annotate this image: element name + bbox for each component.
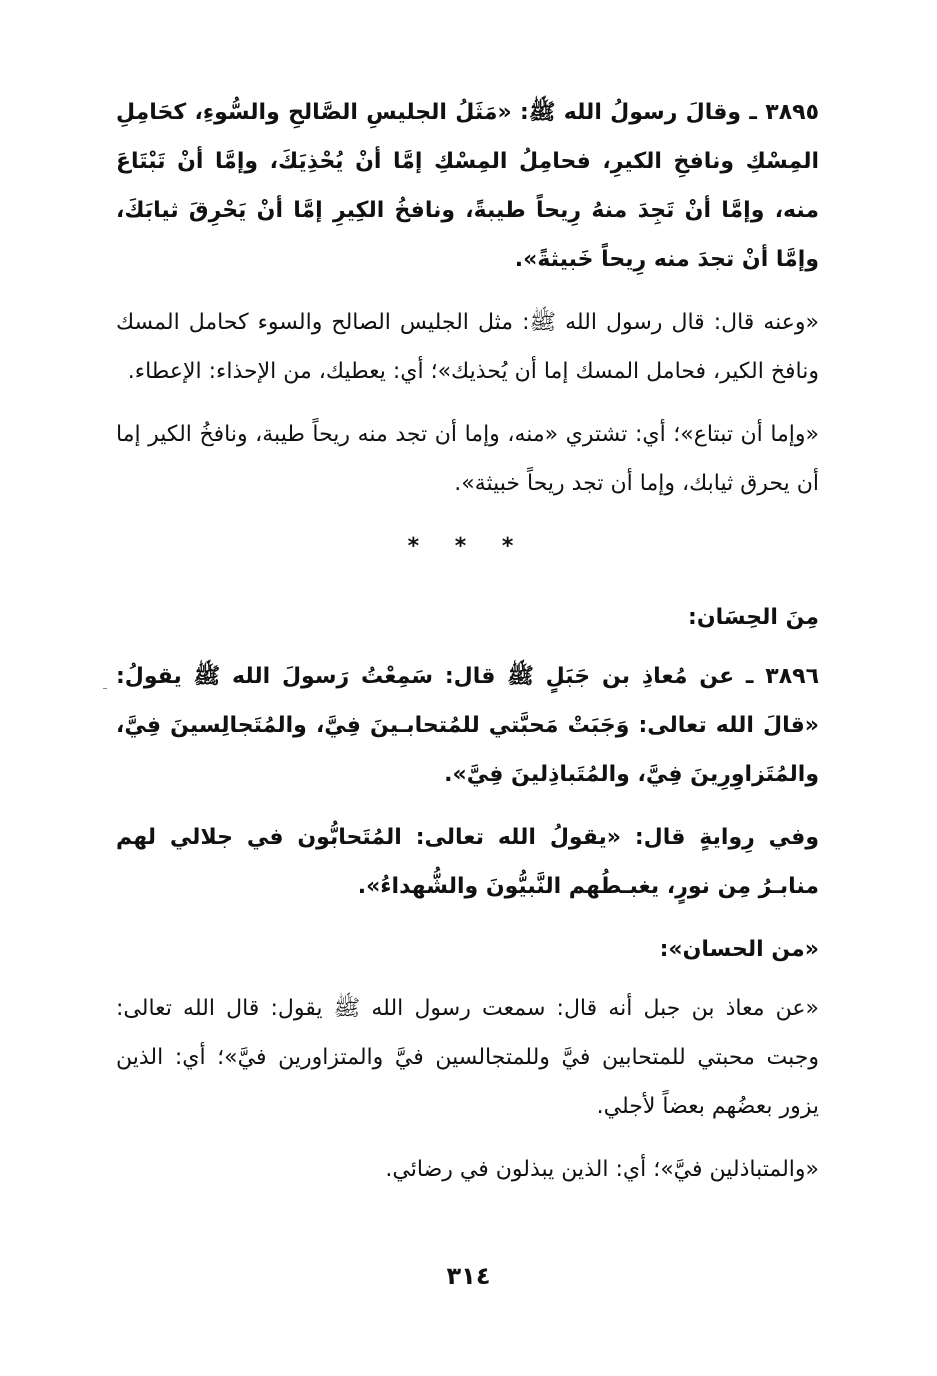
- hadith-3895: ٣٨٩٥ ـ وقالَ رسولُ الله ﷺ: «مَثَلُ الجليسِ الصَّالحِ والسُّوءِ، كحَامِلِ المِسْكِ ونافخِ الكيرِ، فحامِلُ المِسْكِ إمَّا أنْ يُحْذِيَكَ، وإمَّا أنْ تَبْتَاعَ منه، وإمَّا أنْ تَجِدَ منهُ رِيحاً طيبةً، ونافخُ الكِيرِ إمَّا أنْ يَحْرِقَ ثيابَكَ، وإمَّا أنْ تجدَ منه رِيحاً خَبيثةً».: [116, 100, 819, 272]
- commentary-paragraph: «وعنه قال: قال رسول الله ﷺ: مثل الجليس الصالح والسوء كحامل المسك ونافخ الكير، فحامل المسك إما أن يُحذيك»؛ أي: يعطيك، من الإحذاء: الإعطاء.: [116, 310, 819, 384]
- hadith-3896-narration: وفي رِوايةٍ قال: «يقولُ الله تعالى: المُتَحابُّون في جلالي لهم منابـرُ مِن نورٍ، يغبـطُهم النَّبيُّونَ والشُّهداءُ».: [116, 825, 819, 899]
- page-number: ٣١٤: [446, 1262, 491, 1290]
- margin-mark: [103, 688, 107, 689]
- commentary-paragraph: «عن معاذ بن جبل أنه قال: سمعت رسول الله ﷺ يقول: قال الله تعالى: وجبت محبتي للمتحابين فيَّ وللمتجالسين فيَّ والمتزاورين فيَّ»؛ أي: الذين يزور بعضُهم بعضاً لأجلي.: [116, 996, 819, 1119]
- hadith-3896: ٣٨٩٦ ـ عن مُعاذِ بن جَبَلٍ ﷺ قال: سَمِعْتُ رَسولَ الله ﷺ يقولُ: «قالَ الله تعالى: وَجَبَتْ مَحبَّتي للمُتحابـينَ فِيَّ، والمُتَجالِسينَ فِيَّ، والمُتَزاوِرِينَ فِيَّ، والمُتَباذِلينَ فِيَّ».: [116, 664, 819, 787]
- commentary-paragraph: «والمتباذلين فيَّ»؛ أي: الذين يبذلون في رضائي.: [385, 1157, 819, 1182]
- section-heading: مِنَ الحِسَان:: [688, 605, 819, 630]
- page-body: [116, 88, 819, 1208]
- section-separator: * * *: [407, 534, 528, 559]
- commentary-paragraph: «وإما أن تبتاع»؛ أي: تشتري «منه، وإما أن تجد منه ريحاً طيبة، ونافخُ الكير إما أن يحرق ثيابك، وإما أن تجد ريحاً خبيثة».: [116, 422, 819, 496]
- commentary-heading: «من الحسان»:: [659, 937, 819, 962]
